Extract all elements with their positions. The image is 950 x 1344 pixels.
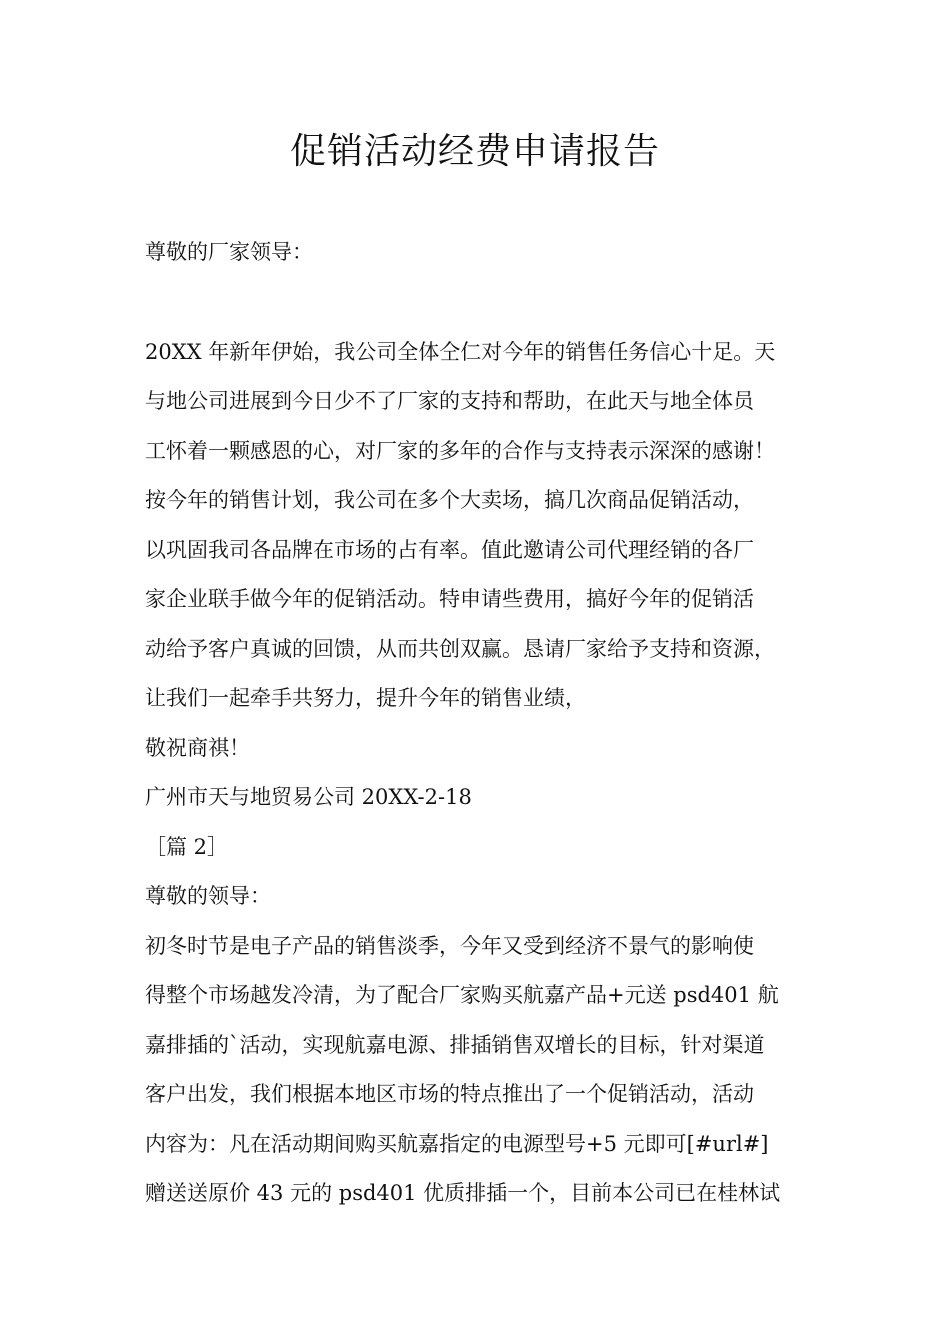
- signature-line: 广州市天与地贸易公司 20XX-2-18: [145, 785, 472, 809]
- paragraph-line: 以巩固我司各品牌在市场的占有率。值此邀请公司代理经销的各厂: [145, 538, 754, 562]
- section-marker: ［篇 2］: [145, 835, 229, 859]
- paragraph-line: 得整个市场越发冷清，为了配合厂家购买航嘉产品+元送 psd401 航: [145, 983, 779, 1007]
- paragraph-line: 让我们一起牵手共努力，提升今年的销售业绩，: [145, 686, 586, 710]
- paragraph-line: 嘉排插的`活动，实现航嘉电源、排插销售双增长的目标，针对渠道: [145, 1033, 765, 1057]
- salutation: 尊敬的领导：: [145, 884, 271, 908]
- paragraph-line: 初冬时节是电子产品的销售淡季，今年又受到经济不景气的影响使: [145, 934, 754, 958]
- paragraph-line: 动给予客户真诚的回馈，从而共创双赢。恳请厂家给予支持和资源，: [145, 637, 775, 661]
- paragraph-line: 家企业联手做今年的促销活动。特申请些费用，搞好今年的促销活: [145, 587, 754, 611]
- closing-line: 敬祝商祺！: [145, 736, 250, 760]
- paragraph-line: 客户出发，我们根据本地区市场的特点推出了一个促销活动，活动: [145, 1082, 754, 1106]
- paragraph-line: 工怀着一颗感恩的心，对厂家的多年的合作与支持表示深深的感谢！: [145, 439, 775, 463]
- paragraph-line: 按今年的销售计划，我公司在多个大卖场，搞几次商品促销活动，: [145, 488, 754, 512]
- page-title: 促销活动经费申请报告: [289, 131, 660, 172]
- paragraph-line: 赠送送原价 43 元的 psd401 优质排插一个，目前本公司已在桂林试: [145, 1181, 781, 1205]
- paragraph-line: 内容为：凡在活动期间购买航嘉指定的电源型号+5 元即可[#url#]: [145, 1132, 769, 1156]
- paragraph-line: 20XX 年新年伊始，我公司全体仝仁对今年的销售任务信心十足。天: [145, 340, 776, 364]
- salutation: 尊敬的厂家领导：: [145, 240, 313, 264]
- paragraph-line: 与地公司进展到今日少不了厂家的支持和帮助，在此天与地全体员: [145, 389, 754, 413]
